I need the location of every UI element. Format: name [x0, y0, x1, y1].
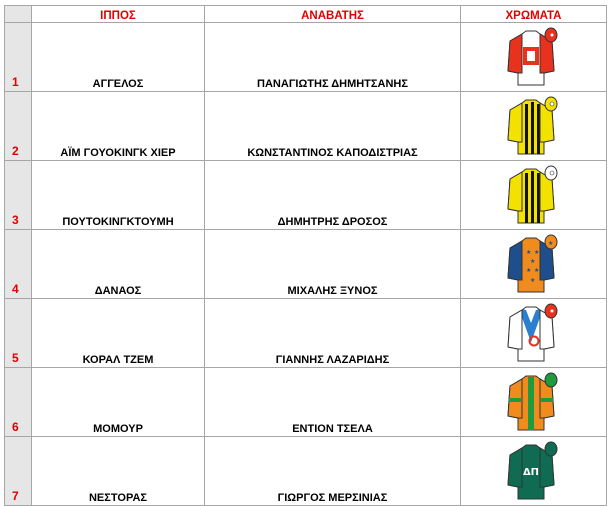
row-number: 5 — [5, 299, 32, 368]
table-row — [5, 92, 607, 161]
table-row — [5, 437, 607, 506]
jockey-name: ΔΗΜΗΤΡΗΣ ΔΡΟΣΟΣ — [205, 161, 461, 230]
racing-silk-icon — [504, 165, 564, 225]
table-row — [5, 299, 607, 368]
horse-name: ΑΪΜ ΓΟΥΟΚΙΝΓΚ ΧΙΕΡ — [32, 92, 205, 161]
header-row — [5, 6, 607, 23]
header-number — [5, 6, 32, 23]
header-jockey: ΑΝΑΒΑΤΗΣ — [205, 6, 461, 23]
horse-name: ΑΓΓΕΛΟΣ — [32, 23, 205, 92]
row-number: 7 — [5, 437, 32, 506]
header-colors: ΧΡΩΜΑΤΑ — [461, 6, 607, 23]
horse-name: ΝΕΣΤΟΡΑΣ — [32, 437, 205, 506]
silk-cell — [461, 230, 607, 299]
racing-silk-icon — [504, 96, 564, 156]
racing-silk-icon — [504, 441, 564, 501]
horse-name: ΚΟΡΑΛ ΤΖΕΜ — [32, 299, 205, 368]
table-row — [5, 230, 607, 299]
horse-name: ΜΟΜΟΥΡ — [32, 368, 205, 437]
svg-text:★: ★ — [525, 249, 531, 256]
silk-cell — [461, 23, 607, 92]
jockey-name: ΠΑΝΑΓΙΩΤΗΣ ΔΗΜΗΤΣΑΝΗΣ — [205, 23, 461, 92]
jockey-name: ΓΙΑΝΝΗΣ ΛΑΖΑΡΙΔΗΣ — [205, 299, 461, 368]
racing-silk-icon — [504, 27, 564, 87]
horse-name: ΔΑΝΑΟΣ — [32, 230, 205, 299]
silk-cell — [461, 368, 607, 437]
horse-name: ΠΟΥΤΟΚΙΝΓΚΤΟΥΜΗ — [32, 161, 205, 230]
svg-text:★: ★ — [529, 277, 535, 284]
table-row — [5, 368, 607, 437]
silk-cell — [461, 161, 607, 230]
jockey-name: ΜΙΧΑΛΗΣ ΞΥΝΟΣ — [205, 230, 461, 299]
jockey-name: ΚΩΝΣΤΑΝΤΙΝΟΣ ΚΑΠΟΔΙΣΤΡΙΑΣ — [205, 92, 461, 161]
jockey-name: ΕΝΤΙΟΝ ΤΣΕΛΑ — [205, 368, 461, 437]
row-number: 6 — [5, 368, 32, 437]
silk-cell — [461, 299, 607, 368]
racing-silk-icon — [504, 234, 564, 294]
header-horse: ΙΠΠΟΣ — [32, 6, 205, 23]
svg-text:★: ★ — [533, 267, 539, 274]
jockey-name: ΓΙΩΡΓΟΣ ΜΕΡΣΙΝΙΑΣ — [205, 437, 461, 506]
silk-cell — [461, 92, 607, 161]
table-row — [5, 161, 607, 230]
svg-text:★: ★ — [525, 267, 531, 274]
svg-text:★: ★ — [533, 249, 539, 256]
row-number: 3 — [5, 161, 32, 230]
silk-cell — [461, 437, 607, 506]
svg-text:★: ★ — [529, 258, 535, 265]
runners-table — [4, 5, 607, 506]
row-number: 1 — [5, 23, 32, 92]
silk-initials: ΔΠ — [522, 467, 539, 478]
racing-silk-icon — [504, 303, 564, 363]
row-number: 4 — [5, 230, 32, 299]
svg-text:★: ★ — [547, 240, 553, 247]
racing-silk-icon — [504, 372, 564, 432]
row-number: 2 — [5, 92, 32, 161]
table-row — [5, 23, 607, 92]
